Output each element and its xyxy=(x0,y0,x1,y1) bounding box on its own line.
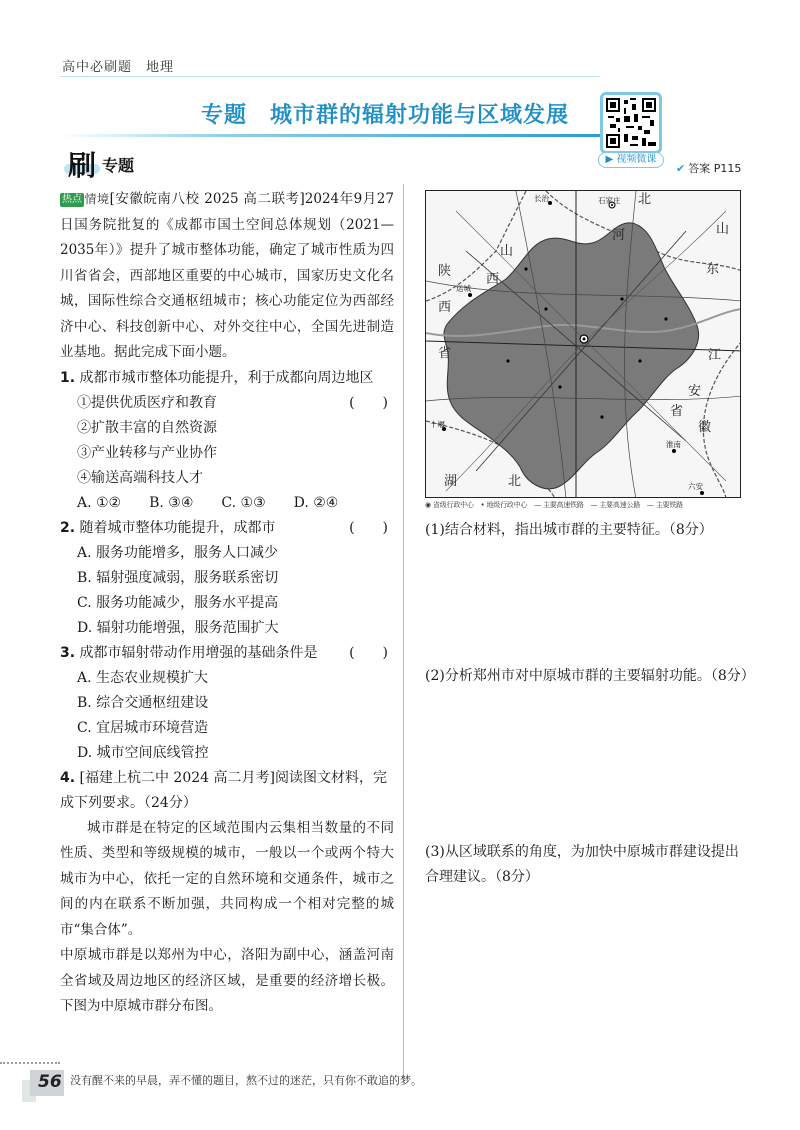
label-huainan: 淮南 xyxy=(666,440,681,449)
central-plains-city-cluster-map xyxy=(425,190,741,498)
question-2-option: A. 服务功能增多，服务人口减少 xyxy=(77,544,279,561)
context-source: [安徽皖南八校 2025 高二联考] xyxy=(109,191,305,207)
answer-blank[interactable]: ( ) xyxy=(349,644,388,661)
question-3-text: 成都市辐射带动作用增强的基础条件是 xyxy=(79,644,318,661)
map-graphic xyxy=(426,191,741,498)
question-3-number: 3. xyxy=(60,644,76,661)
page-number: 56 xyxy=(38,1072,62,1092)
question-4-passage: 中原城市群是以郑州为中心，洛阳为副中心，涵盖河南全省域及周边地区的经济区域，是重要的经济增长极。下图为中原城市群分布图。 xyxy=(60,947,394,1014)
label-hebei2: 北 xyxy=(638,192,652,207)
label-shijiazhuang: 石家庄 xyxy=(598,196,621,205)
play-icon: ▶ xyxy=(605,154,614,165)
video-lesson-label[interactable] xyxy=(598,152,664,168)
label-yuncheng: 运城 xyxy=(456,284,471,293)
question-1-option: ③产业转移与产业协作 xyxy=(77,444,217,461)
question-4-passage: 城市群是在特定的区域范围内云集相当数量的不同性质、类型和等级规模的城市，一般以一个或两个特大城市为中心，依托一定的自然环境和交通条件，城市之间的内在联系不断加强，共同构成一个相对完整的城市“集合体”。 xyxy=(60,819,394,938)
label-changzhi: 长治 xyxy=(534,194,549,203)
footer-motto: 没有醒不来的早晨，弄不懂的题目，熬不过的迷茫，只有你不敢追的梦。 xyxy=(70,1074,422,1087)
label-shaanxi3: 省 xyxy=(438,346,452,361)
question-1-option: ①提供优质医疗和教育 xyxy=(77,394,217,411)
question-2-option: D. 辐射功能增强，服务范围扩大 xyxy=(77,619,279,636)
question-3-option: D. 城市空间底线管控 xyxy=(77,744,209,761)
question-3-stem xyxy=(60,641,394,666)
left-column xyxy=(60,187,394,1020)
question-4-number: 4. xyxy=(60,769,76,786)
context-text: 2024年9月27日国务院批复的《成都市国土空间总体规划（2021—2035年）》提升了城市整体功能，确定了城市性质为四川省省会，西部地区重要的中心城市，国家历史文化名城，国际性综合交通枢纽城市；核心功能定位为西部经济中心、科技创新中心、对外交往中心，全国先进制造业基地。据此完成下面小题。 xyxy=(60,191,394,360)
answer-blank[interactable]: ( ) xyxy=(349,519,388,536)
label-shandong2: 东 xyxy=(706,262,720,277)
label-shaanxi: 陕 xyxy=(438,264,452,279)
question-2-text: 随着城市整体功能提升，成都市 xyxy=(79,519,276,536)
question-3-option: B. 综合交通枢纽建设 xyxy=(77,694,209,711)
label-anhui: 安 xyxy=(688,384,702,399)
check-icon: ✔ xyxy=(676,162,686,175)
label-hubei2: 北 xyxy=(508,474,522,489)
qr-code-icon[interactable] xyxy=(600,92,662,154)
page-title: 专题 城市群的辐射功能与区域发展 xyxy=(200,103,569,128)
label-hubei3: 省 xyxy=(670,404,684,419)
answer-blank[interactable]: ( ) xyxy=(349,394,388,411)
question-1-number: 1. xyxy=(60,369,76,386)
label-anhui2: 徽 xyxy=(698,420,712,435)
question-3-option: C. 宜居城市环境营造 xyxy=(77,719,209,736)
label-luan: 六安 xyxy=(688,482,703,491)
header-rule xyxy=(60,76,600,77)
question-1-option: ②扩散丰富的自然资源 xyxy=(77,419,217,436)
video-lesson-text: 视频微课 xyxy=(616,154,657,165)
map-legend: ◉ 省级行政中心 • 地级行政中心 — 主要高速铁路 — 主要高速公路 — 主要铁路 xyxy=(425,501,683,509)
question-1-option: ④输送高端科技人才 xyxy=(77,469,203,486)
context-paragraph xyxy=(60,187,394,366)
column-divider xyxy=(403,184,404,1084)
label-shiyan: 十堰 xyxy=(430,420,445,429)
question-2-stem xyxy=(60,516,394,541)
answer-reference-text: 答案 P115 xyxy=(688,162,742,175)
question-4-part-1: (1)结合材料，指出城市群的主要特征。（8分） xyxy=(425,522,713,538)
question-4-text: 阅读图文材料，完成下列要求。（24分） xyxy=(60,769,387,811)
question-4-part-3: (3)从区域联系的角度，为加快中原城市群建设提出合理建议。（8分） xyxy=(425,844,739,885)
section-badge-sub: 专题 xyxy=(102,156,135,175)
question-4-stem xyxy=(60,766,394,816)
label-shaanxi2: 西 xyxy=(438,300,452,315)
title-underline xyxy=(60,134,600,137)
question-1-choices: A. ①② B. ③④ C. ①③ D. ②④ xyxy=(77,494,339,511)
label-shanxi2: 西 xyxy=(486,272,500,287)
label-shandong: 山 xyxy=(716,222,730,237)
answer-reference[interactable] xyxy=(676,160,741,176)
question-2-option: B. 辐射强度减弱，服务联系密切 xyxy=(77,569,279,586)
label-hubei: 湖 xyxy=(444,474,458,489)
section-badge-main: 刷 xyxy=(68,149,97,182)
label-shanxi: 山 xyxy=(500,244,514,259)
question-1-text: 成都市城市整体功能提升，利于成都向周边地区 xyxy=(79,369,374,386)
question-4-part-2: (2)分析郑州市对中原城市群的主要辐射功能。（8分） xyxy=(425,668,755,684)
question-2-option: C. 服务功能减少，服务水平提高 xyxy=(77,594,279,611)
context-tag: 情境 xyxy=(84,192,110,206)
footer-dotted-rule xyxy=(0,1062,60,1068)
book-series: 高中必刷题 地理 xyxy=(62,60,175,75)
question-4-source: [福建上杭二中 2024 高二月考] xyxy=(79,769,275,786)
question-3-option: A. 生态农业规模扩大 xyxy=(77,669,209,686)
label-hebei: 河 xyxy=(612,228,626,243)
question-2-number: 2. xyxy=(60,519,76,536)
section-badge xyxy=(62,142,152,182)
label-jiangsu: 江 xyxy=(708,348,722,363)
hot-topic-badge: 热点 xyxy=(62,194,82,205)
